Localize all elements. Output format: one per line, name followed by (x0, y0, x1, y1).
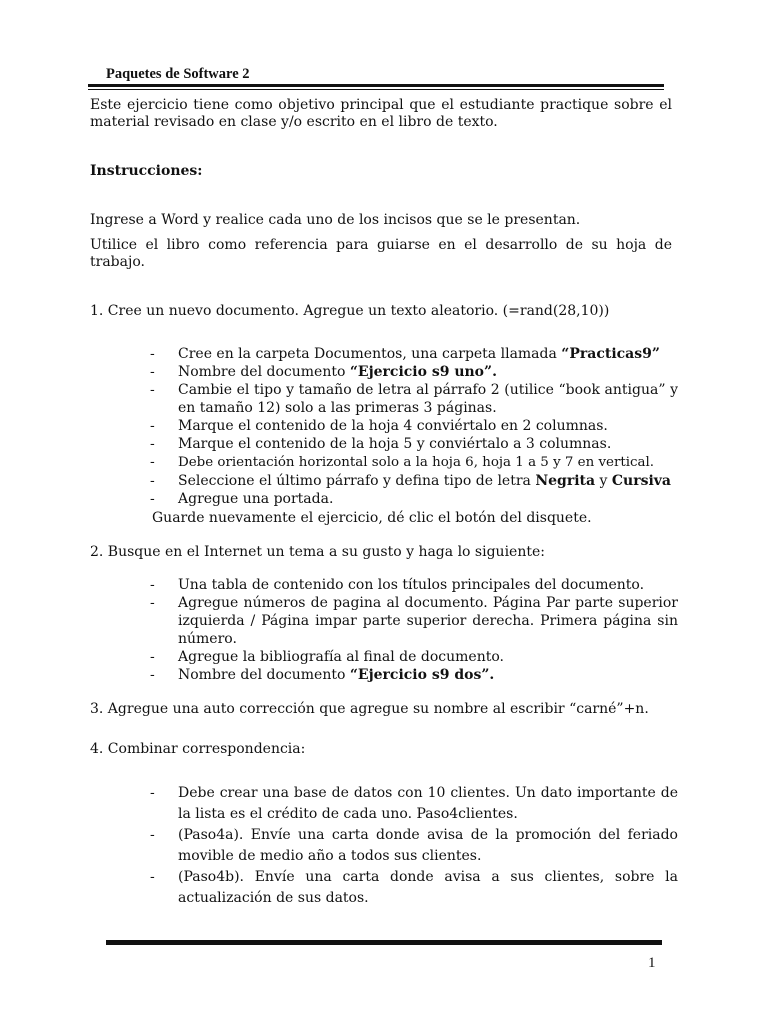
page-number: 1 (648, 955, 656, 971)
item3-title: 3. Agregue una auto corrección que agregue su nombre al escribir “carné”+n. (90, 701, 649, 717)
footer-rule (106, 940, 662, 945)
item1-list (150, 345, 678, 508)
paragraph-word: Ingrese a Word y realice cada uno de los incisos que se le presentan. (90, 212, 581, 228)
list-item: - Debe crear una base de datos con 10 clientes. Un dato importante de la lista es el crédito de cada uno. Paso4clientes. (150, 785, 678, 822)
list-item: - (Paso4a). Envíe una carta donde avisa de la promoción del feriado movible de medio año a todos sus clientes. (150, 827, 678, 864)
header-rule (88, 84, 664, 87)
list-item: - Debe orientación horizontal solo a la hoja 6, hoja 1 a 5 y 7 en vertical. (150, 454, 655, 470)
intro-paragraph: Este ejercicio tiene como objetivo principal que el estudiante practique sobre el material revisado en clase y/o escrito en el libro de texto. (90, 97, 672, 130)
item4-list (150, 783, 678, 909)
header-title: Paquetes de Software 2 (106, 66, 250, 82)
item1-closing: Guarde nuevamente el ejercicio, dé clic el botón del disquete. (152, 510, 592, 526)
list-item: - Nombre del documento “Ejercicio s9 uno”. (150, 364, 497, 380)
instructions-heading: Instrucciones: (90, 163, 203, 179)
list-item: - Marque el contenido de la hoja 5 y conviértalo a 3 columnas. (150, 436, 612, 452)
item4-title: 4. Combinar correspondencia: (90, 741, 306, 757)
list-item: - Nombre del documento “Ejercicio s9 dos”. (150, 667, 495, 683)
list-item: - Agregue números de pagina al documento. Página Par parte superior izquierda / Página impar parte superior derecha. Primera página sin número. (150, 595, 678, 647)
item2-title: 2. Busque en el Internet un tema a su gusto y haga lo siguiente: (90, 544, 545, 560)
item1-title: 1. Cree un nuevo documento. Agregue un texto aleatorio. (=rand(28,10)) (90, 303, 610, 319)
list-item: - (Paso4b). Envíe una carta donde avisa a sus clientes, sobre la actualización de sus datos. (150, 869, 678, 906)
header-rule-thin (88, 89, 664, 90)
list-item: - Cambie el tipo y tamaño de letra al párrafo 2 (utilice “book antigua” y en tamaño 12) solo a las primeras 3 páginas. (150, 382, 678, 416)
list-item: - Seleccione el último párrafo y defina tipo de letra Negrita y Cursiva (150, 473, 671, 489)
list-item: - Agregue la bibliografía al final de documento. (150, 649, 504, 665)
paragraph-book: Utilice el libro como referencia para guiarse en el desarrollo de su hoja de trabajo. (90, 237, 672, 270)
list-item: - Cree en la carpeta Documentos, una carpeta llamada “Practicas9” (150, 346, 660, 362)
list-item: - Agregue una portada. (150, 491, 334, 507)
list-item: - Una tabla de contenido con los títulos principales del documento. (150, 577, 645, 593)
item2-list (150, 576, 678, 684)
list-item: - Marque el contenido de la hoja 4 conviértalo en 2 columnas. (150, 418, 608, 434)
